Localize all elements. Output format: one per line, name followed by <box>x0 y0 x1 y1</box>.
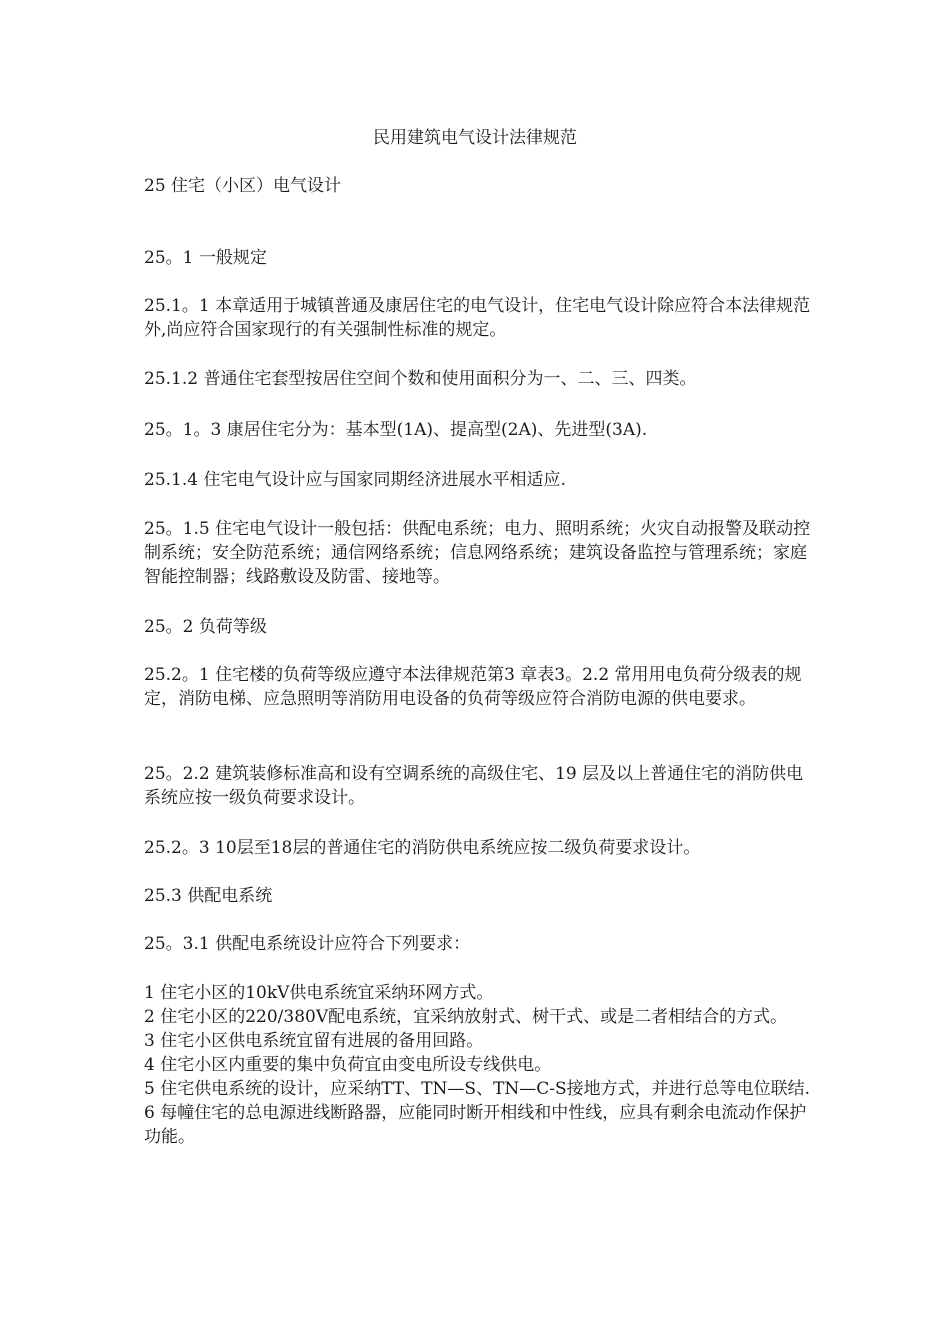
list-item: 3 住宅小区供电系统宜留有进展的备用回路。 <box>144 1031 484 1051</box>
list-item: 6 每幢住宅的总电源进线断路器，应能同时断开相线和中性线，应具有剩余电流动作保护功能。 <box>144 1103 807 1147</box>
section-heading-general: 25。1 一般规定 <box>144 248 267 268</box>
section-heading-power-supply: 25.3 供配电系统 <box>144 886 273 906</box>
clause-25-2-2: 25。2.2 建筑装修标准高和设有空调系统的高级住宅、19 层及以上普通住宅的消防供电系统应按一级负荷要求设计。 <box>144 764 804 808</box>
clause-25-1-2: 25.1.2 普通住宅套型按居住空间个数和使用面积分为一、二、三、四类。 <box>144 369 697 389</box>
list-item: 1 住宅小区的10kV供电系统宜采纳环网方式。 <box>144 983 494 1003</box>
requirements-list <box>144 981 812 1149</box>
section-heading-load-levels: 25。2 负荷等级 <box>144 617 267 637</box>
clause-25-2-1: 25.2。1 住宅楼的负荷等级应遵守本法律规范第3 章表3。2.2 常用用电负荷分级表的规定，消防电梯、应急照明等消防用电设备的负荷等级应符合消防电源的供电要求。 <box>144 665 802 709</box>
chapter-heading: 25 住宅（小区）电气设计 <box>144 176 342 196</box>
clause-25-2-3: 25.2。3 10层至18层的普通住宅的消防供电系统应按二级负荷要求设计。 <box>144 838 701 858</box>
clause-25-1-3: 25。1。3 康居住宅分为：基本型(1A)、提高型(2A)、先进型(3A). <box>144 420 648 440</box>
list-item: 5 住宅供电系统的设计，应采纳TT、TN—S、TN—C-S接地方式，并进行总等电位联结. <box>144 1079 811 1099</box>
document-title: 民用建筑电气设计法律规范 <box>373 128 577 148</box>
clause-25-1-1: 25.1。1 本章适用于城镇普通及康居住宅的电气设计，住宅电气设计除应符合本法律规范外,尚应符合国家现行的有关强制性标准的规定。 <box>144 296 811 340</box>
clause-25-3-1: 25。3.1 供配电系统设计应符合下列要求： <box>144 934 471 954</box>
clause-25-1-5: 25。1.5 住宅电气设计一般包括：供配电系统；电力、照明系统；火灾自动报警及联动控制系统；安全防范系统；通信网络系统；信息网络系统；建筑设备监控与管理系统；家庭智能控制器；线路敷设及防雷、接地等。 <box>144 519 811 587</box>
list-item: 4 住宅小区内重要的集中负荷宜由变电所设专线供电。 <box>144 1055 552 1075</box>
list-item: 2 住宅小区的220/380V配电系统，宜采纳放射式、树干式、或是二者相结合的方式。 <box>144 1007 788 1027</box>
clause-25-1-4: 25.1.4 住宅电气设计应与国家同期经济进展水平相适应. <box>144 470 566 490</box>
